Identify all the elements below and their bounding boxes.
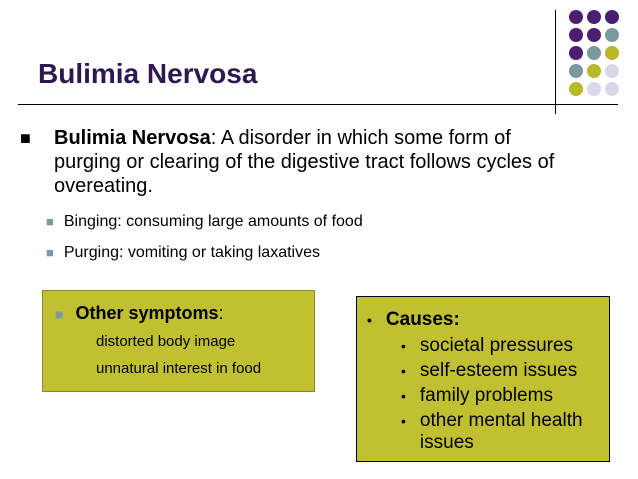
dot-purple xyxy=(569,28,583,42)
dot-bullet-icon: • xyxy=(401,338,406,354)
symptoms-heading-suffix: : xyxy=(218,303,224,323)
sub-bullet-binging xyxy=(46,212,363,232)
square-bullet-icon: ■ xyxy=(55,306,64,322)
dot-lavender xyxy=(587,82,601,96)
cause-item-text: other mental health issues xyxy=(419,410,583,453)
main-bullet-definition: : A disorder in which some form of purging or clearing of the digestive tract follows cycles of overeating. xyxy=(54,127,555,197)
cause-item-text: societal pressures xyxy=(419,335,574,356)
square-bullet-icon: ■ xyxy=(46,214,54,229)
causes-box xyxy=(356,296,610,462)
cause-item-text: family problems xyxy=(419,385,553,406)
dot-teal xyxy=(587,46,601,60)
vertical-divider xyxy=(555,10,556,114)
dot-purple xyxy=(569,46,583,60)
title-underline xyxy=(18,104,618,105)
cause-item xyxy=(401,385,600,407)
dot-bullet-icon: • xyxy=(401,363,406,379)
causes-heading xyxy=(367,309,460,331)
square-bullet-icon: ■ xyxy=(46,245,54,260)
causes-heading-label: Causes: xyxy=(385,309,460,330)
dot-bullet-icon: • xyxy=(367,312,372,328)
sub-bullet-text: Binging: consuming large amounts of food xyxy=(63,213,363,230)
cause-item-text: self-esteem issues xyxy=(419,360,578,381)
cause-item xyxy=(401,335,600,357)
sub-bullet-purging xyxy=(46,243,320,263)
main-bullet-text xyxy=(54,126,574,198)
square-bullet-icon: ■ xyxy=(20,128,31,148)
cause-item xyxy=(401,360,600,382)
dot-olive xyxy=(569,82,583,96)
dot-lavender xyxy=(605,64,619,78)
symptoms-box xyxy=(42,290,315,392)
slide-title: Bulimia Nervosa xyxy=(38,58,258,89)
symptom-item: distorted body image xyxy=(96,333,236,350)
dot-teal xyxy=(569,64,583,78)
dot-teal xyxy=(605,28,619,42)
dot-lavender xyxy=(605,82,619,96)
dot-purple xyxy=(587,10,601,24)
dot-olive xyxy=(587,64,601,78)
symptoms-heading-label: Other symptoms xyxy=(75,303,219,323)
main-bullet-term: Bulimia Nervosa xyxy=(54,127,211,149)
sub-bullet-text: Purging: vomiting or taking laxatives xyxy=(63,244,320,261)
symptoms-heading xyxy=(55,303,224,324)
dot-bullet-icon: • xyxy=(401,413,406,429)
dot-purple xyxy=(569,10,583,24)
dot-bullet-icon: • xyxy=(401,388,406,404)
symptom-item: unnatural interest in food xyxy=(96,360,262,377)
cause-item xyxy=(401,410,600,454)
dot-purple xyxy=(587,28,601,42)
dot-olive xyxy=(605,46,619,60)
dot-purple xyxy=(605,10,619,24)
